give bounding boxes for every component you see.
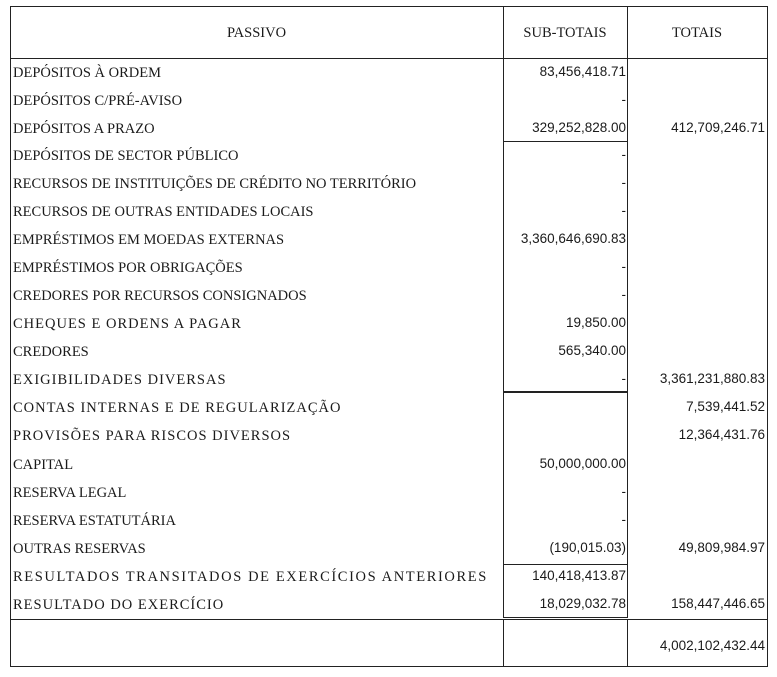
- total-value: 3,361,231,880.83: [659, 371, 765, 386]
- sub-total-value: -: [621, 203, 626, 218]
- sub-group2-right: [627, 141, 628, 392]
- sub-group4-right: [627, 564, 628, 618]
- sub-total-value: -: [621, 92, 626, 107]
- row-label: EMPRÉSTIMOS POR OBRIGAÇÕES: [13, 260, 243, 276]
- sub-total-value: -: [621, 175, 626, 190]
- row-label: DEPÓSITOS DE SECTOR PÚBLICO: [13, 148, 239, 164]
- header-totais: TOTAIS: [671, 25, 723, 41]
- row-label: DEPÓSITOS À ORDEM: [13, 65, 161, 81]
- total-value: 7,539,441.52: [686, 399, 765, 414]
- sub-total-value: 329,252,828.00: [532, 120, 626, 135]
- sub-group3-right: [627, 392, 628, 565]
- sub-total-value: -: [621, 259, 626, 274]
- sub-total-value: -: [621, 484, 626, 499]
- row-label: DEPÓSITOS C/PRÉ-AVISO: [13, 93, 183, 109]
- row-label: DEPÓSITOS A PRAZO: [13, 121, 155, 137]
- total-value: 158,447,446.65: [671, 596, 765, 611]
- total-value: 412,709,246.71: [671, 120, 765, 135]
- row-label: CREDORES: [13, 344, 89, 360]
- table-frame-left: [10, 6, 11, 667]
- sub-total-value: -: [621, 287, 626, 302]
- grand-total-value: 4,002,102,432.44: [659, 638, 765, 653]
- header-passivo: PASSIVO: [226, 25, 287, 41]
- row-label: CAPITAL: [13, 457, 74, 473]
- sub-group1-right: [627, 58, 628, 142]
- sub-total-value: 83,456,418.71: [539, 64, 626, 79]
- row-label: EXIGIBILIDADES DIVERSAS: [13, 372, 227, 388]
- header-divider: [10, 58, 768, 59]
- sub-group1-bottom: [503, 141, 628, 142]
- row-label: RESERVA LEGAL: [13, 485, 127, 501]
- sub-group4-bottom: [503, 617, 628, 618]
- sub-group3-bottom: [503, 564, 628, 565]
- grand-total-col-tot: [627, 619, 628, 667]
- sub-total-value: 19,850.00: [565, 315, 626, 330]
- row-label: CONTAS INTERNAS E DE REGULARIZAÇÃO: [13, 400, 342, 416]
- row-label: RECURSOS DE INSTITUIÇÕES DE CRÉDITO NO TERRITÓRIO: [13, 176, 417, 192]
- row-label: PROVISÕES PARA RISCOS DIVERSOS: [13, 428, 292, 444]
- sub-total-value: (190,015.03): [549, 540, 626, 555]
- sub-group3-top: [503, 392, 628, 393]
- sub-group2-left: [503, 141, 504, 392]
- header-sub-totais: SUB-TOTAIS: [523, 25, 607, 41]
- grand-total-col-sub: [503, 619, 504, 667]
- total-value: 49,809,984.97: [678, 540, 765, 555]
- row-label: EMPRÉSTIMOS EM MOEDAS EXTERNAS: [13, 232, 285, 248]
- sub-total-value: 140,418,413.87: [532, 568, 626, 583]
- row-label: RECURSOS DE OUTRAS ENTIDADES LOCAIS: [13, 204, 314, 220]
- row-label: OUTRAS RESERVAS: [13, 541, 146, 557]
- total-value: 12,364,431.76: [678, 427, 765, 442]
- row-label: CREDORES POR RECURSOS CONSIGNADOS: [13, 288, 307, 304]
- sub-total-value: -: [621, 512, 626, 527]
- sub-group4-left: [503, 564, 504, 618]
- sub-total-value: 18,029,032.78: [539, 596, 626, 611]
- sub-group1-left: [503, 58, 504, 142]
- sub-group3-left: [503, 392, 504, 565]
- row-label: RESULTADO DO EXERCÍCIO: [13, 597, 225, 613]
- sub-total-value: 3,360,646,690.83: [520, 231, 626, 246]
- row-label: RESULTADOS TRANSITADOS DE EXERCÍCIOS ANTERIORES: [13, 569, 488, 585]
- table-frame-bottom: [10, 666, 768, 667]
- table-frame-top: [10, 6, 768, 7]
- row-label: CHEQUES E ORDENS A PAGAR: [13, 316, 242, 332]
- table-frame-right: [767, 6, 768, 667]
- sub-total-value: 50,000,000.00: [539, 456, 626, 471]
- sub-total-value: -: [621, 147, 626, 162]
- sub-total-value: 565,340.00: [558, 343, 626, 358]
- grand-total-divider: [10, 619, 768, 620]
- row-label: RESERVA ESTATUTÁRIA: [13, 513, 176, 529]
- sub-total-value: -: [621, 371, 626, 386]
